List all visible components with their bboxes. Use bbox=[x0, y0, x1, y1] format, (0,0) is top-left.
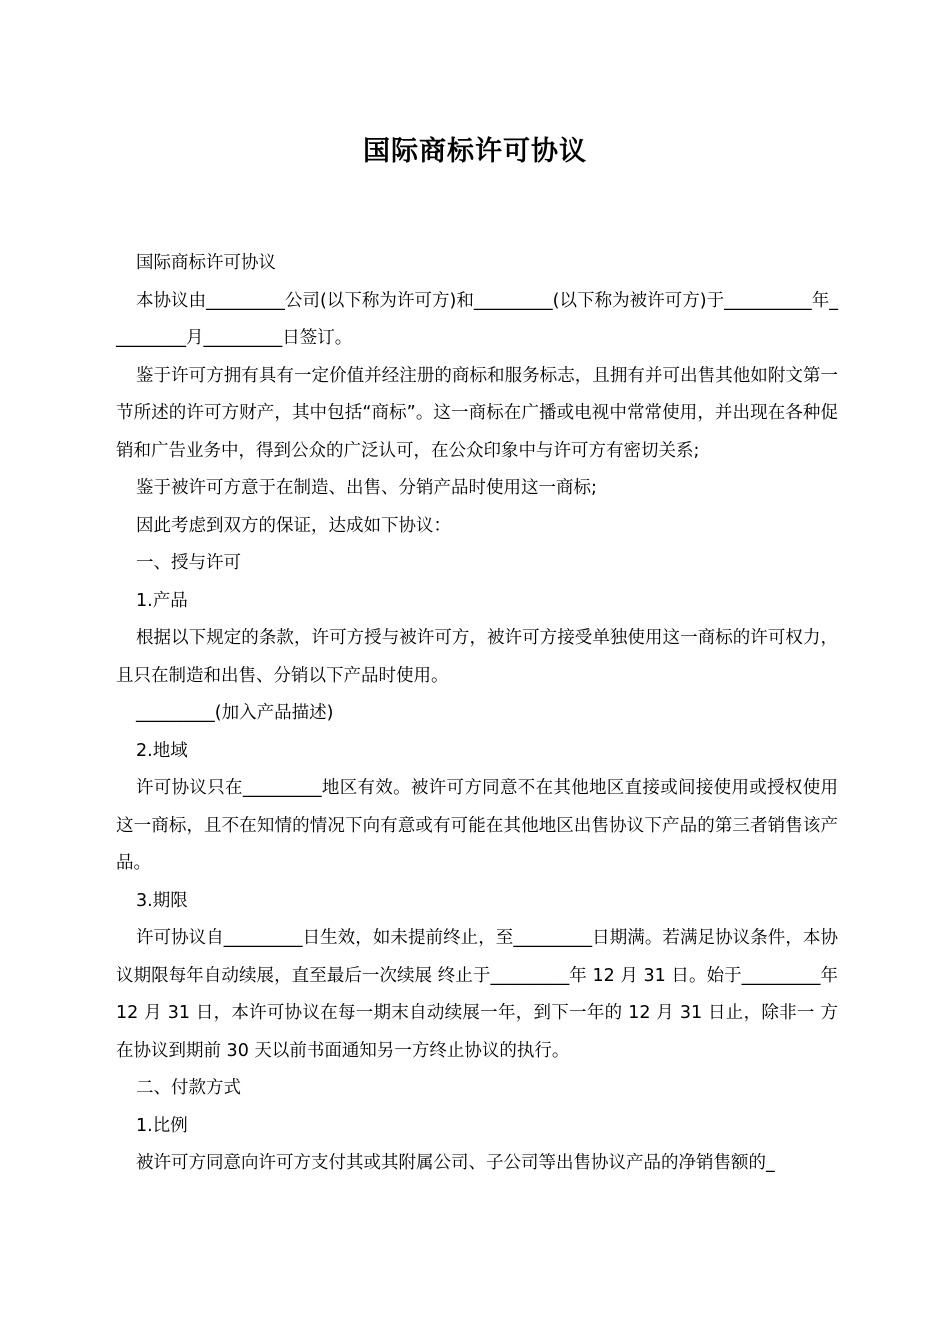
paragraph-agreement: 因此考虑到双方的保证，达成如下协议： bbox=[136, 515, 451, 536]
paragraph-whereas-licensor: 鉴于许可方拥有具有一定价值并经注册的商标和服务标志，且拥有并可出售其他如附文第一节所述的许可方财产，其中包括“商标”。这一商标在广播或电视中常常使用，并出现在各种促销和广告业务中，得到公众的广泛认可，在公众印象中与许可方有密切关系; bbox=[116, 365, 838, 461]
section-heading-payment: 二、付款方式 bbox=[136, 1078, 241, 1098]
subsection-heading-term: 3.期限 bbox=[136, 890, 188, 911]
paragraph-term: 许可协议自_________日生效，如未提前终止，至_________日期满。若满足协议条件，本协议期限每年自动续展，直至最后一次续展 终止于_________年 12 月 31 日。始于_________年 12 月 31 日，本许可协议在每一期末自动续展一年，到下一年的 12 月 31 日止，除非一 方在协议到期前 30 天以前书面通知另一方终止协议的执行。 bbox=[116, 928, 838, 1061]
subsection-heading-ratio: 1.比例 bbox=[136, 1115, 188, 1136]
paragraph-product-grant: 根据以下规定的条款，许可方授与被许可方，被许可方接受单独使用这一商标的许可权力，且只在制造和出售、分销以下产品时使用。 bbox=[116, 628, 838, 686]
paragraph-whereas-licensee: 鉴于被许可方意于在制造、出售、分销产品时使用这一商标; bbox=[136, 478, 597, 498]
paragraph-ratio: 被许可方同意向许可方支付其或其附属公司、子公司等出售协议产品的净销售额的_ bbox=[136, 1153, 775, 1173]
section-heading-grant: 一、授与许可 bbox=[136, 553, 241, 573]
subsection-heading-territory: 2.地域 bbox=[136, 740, 188, 761]
subsection-heading-product: 1.产品 bbox=[136, 590, 188, 611]
paragraph-parties: 本协议由_________公司(以下称为许可方)和_________(以下称为被许可方)于__________年_________月_________日签订。 bbox=[116, 290, 838, 348]
paragraph-product-description: _________(加入产品描述) bbox=[136, 703, 334, 723]
document-body bbox=[116, 245, 838, 1183]
paragraph-heading: 国际商标许可协议 bbox=[136, 253, 276, 273]
document-title: 国际商标许可协议 bbox=[363, 136, 587, 167]
paragraph-territory: 许可协议只在_________地区有效。被许可方同意不在其他地区直接或间接使用或授权使用这一商标，且不在知情的情况下向有意或有可能在其他地区出售协议下产品的第三者销售该产品。 bbox=[116, 778, 838, 873]
